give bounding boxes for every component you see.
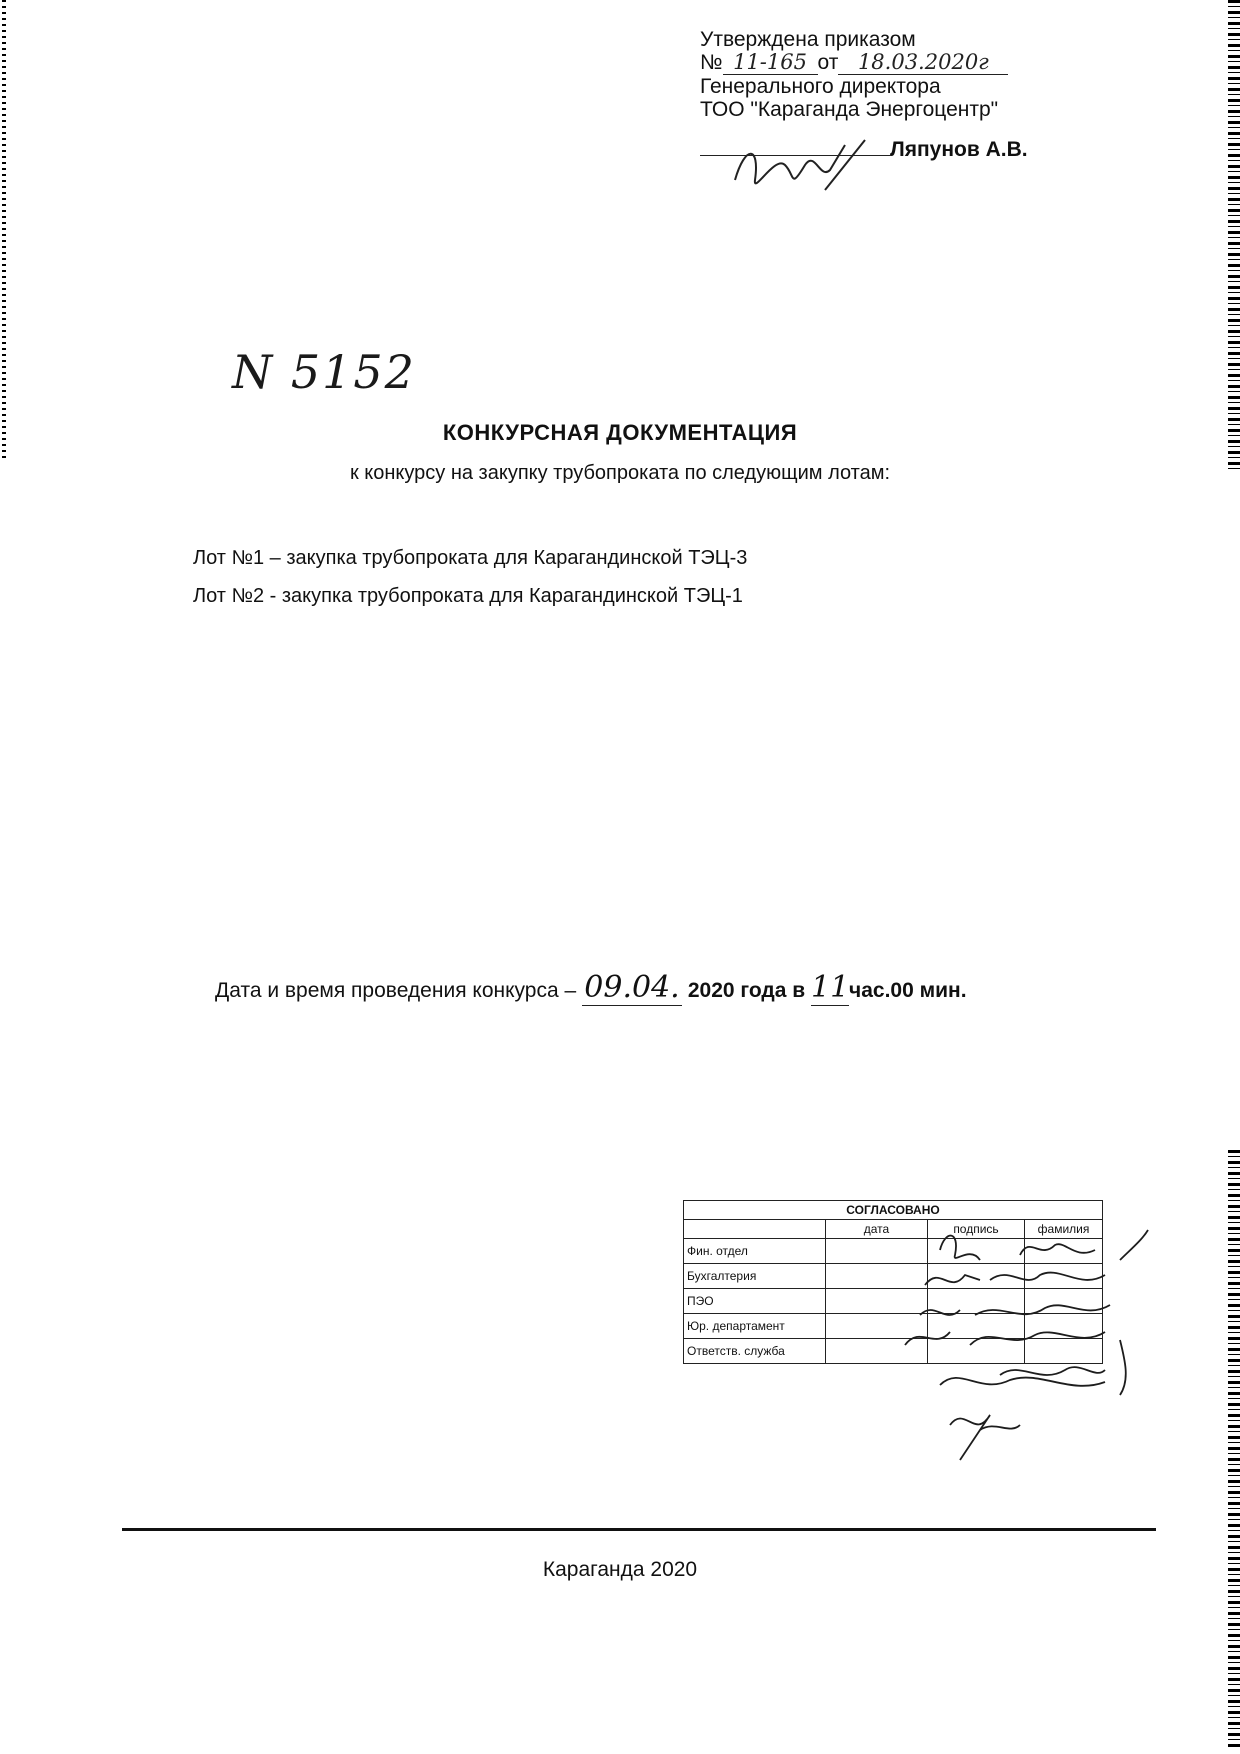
contest-year-text: 2020 года в — [687, 979, 806, 1002]
order-number-prefix: № — [700, 51, 723, 74]
approval-line-1: Утверждена приказом — [700, 28, 916, 51]
stamp-row-label: Фин. отдел — [684, 1239, 826, 1264]
stamp-title: СОГЛАСОВАНО — [684, 1201, 1103, 1220]
contest-date-line — [215, 970, 967, 1006]
scan-edge-artifact — [1228, 1150, 1240, 1750]
approval-line-3: Генерального директора — [700, 75, 941, 98]
stamp-col-header-date: дата — [826, 1220, 928, 1239]
signer-name: Ляпунов А.В. — [890, 138, 1028, 161]
director-signature — [725, 135, 885, 205]
contest-day-month: 09.04. — [582, 970, 682, 1006]
handwritten-doc-number: N 5152 — [232, 345, 416, 399]
order-date: 18.03.2020г — [838, 51, 1008, 75]
order-number: 11-165 — [723, 51, 818, 75]
stamp-row-label: Ответств. служба — [684, 1339, 826, 1364]
approval-line-4: ТОО "Караганда Энергоцентр" — [700, 98, 999, 121]
scan-edge-artifact — [1228, 0, 1240, 470]
lot-item-2: Лот №2 - закупка трубопроката для Карагандинской ТЭЦ-1 — [193, 585, 743, 607]
stamp-row-label: ПЭО — [684, 1289, 826, 1314]
stamp-row-label: Юр. департамент — [684, 1314, 826, 1339]
contest-date-label: Дата и время проведения конкурса – — [215, 979, 577, 1002]
stamp-col-header — [684, 1220, 826, 1239]
stamp-row-label: Бухгалтерия — [684, 1264, 826, 1289]
contest-time-suffix: час.00 мин. — [849, 979, 967, 1002]
stamp-col-header-signature: подпись — [928, 1220, 1025, 1239]
footer-city-year: Караганда 2020 — [542, 1558, 698, 1581]
approval-order-line — [700, 51, 1028, 75]
page-title: КОНКУРСНАЯ ДОКУМЕНТАЦИЯ — [442, 420, 798, 445]
stamp-signatures — [880, 1220, 1150, 1480]
contest-hour: 11 — [811, 970, 850, 1005]
order-date-prefix: от — [817, 51, 839, 74]
lot-item-1: Лот №1 – закупка трубопроката для Карагандинской ТЭЦ-3 — [193, 547, 748, 569]
scan-edge-artifact — [2, 0, 6, 460]
footer-divider — [122, 1528, 1156, 1531]
stamp-col-header-surname: фамилия — [1025, 1220, 1103, 1239]
page-subtitle: к конкурсу на закупку трубопроката по следующим лотам: — [349, 462, 891, 484]
